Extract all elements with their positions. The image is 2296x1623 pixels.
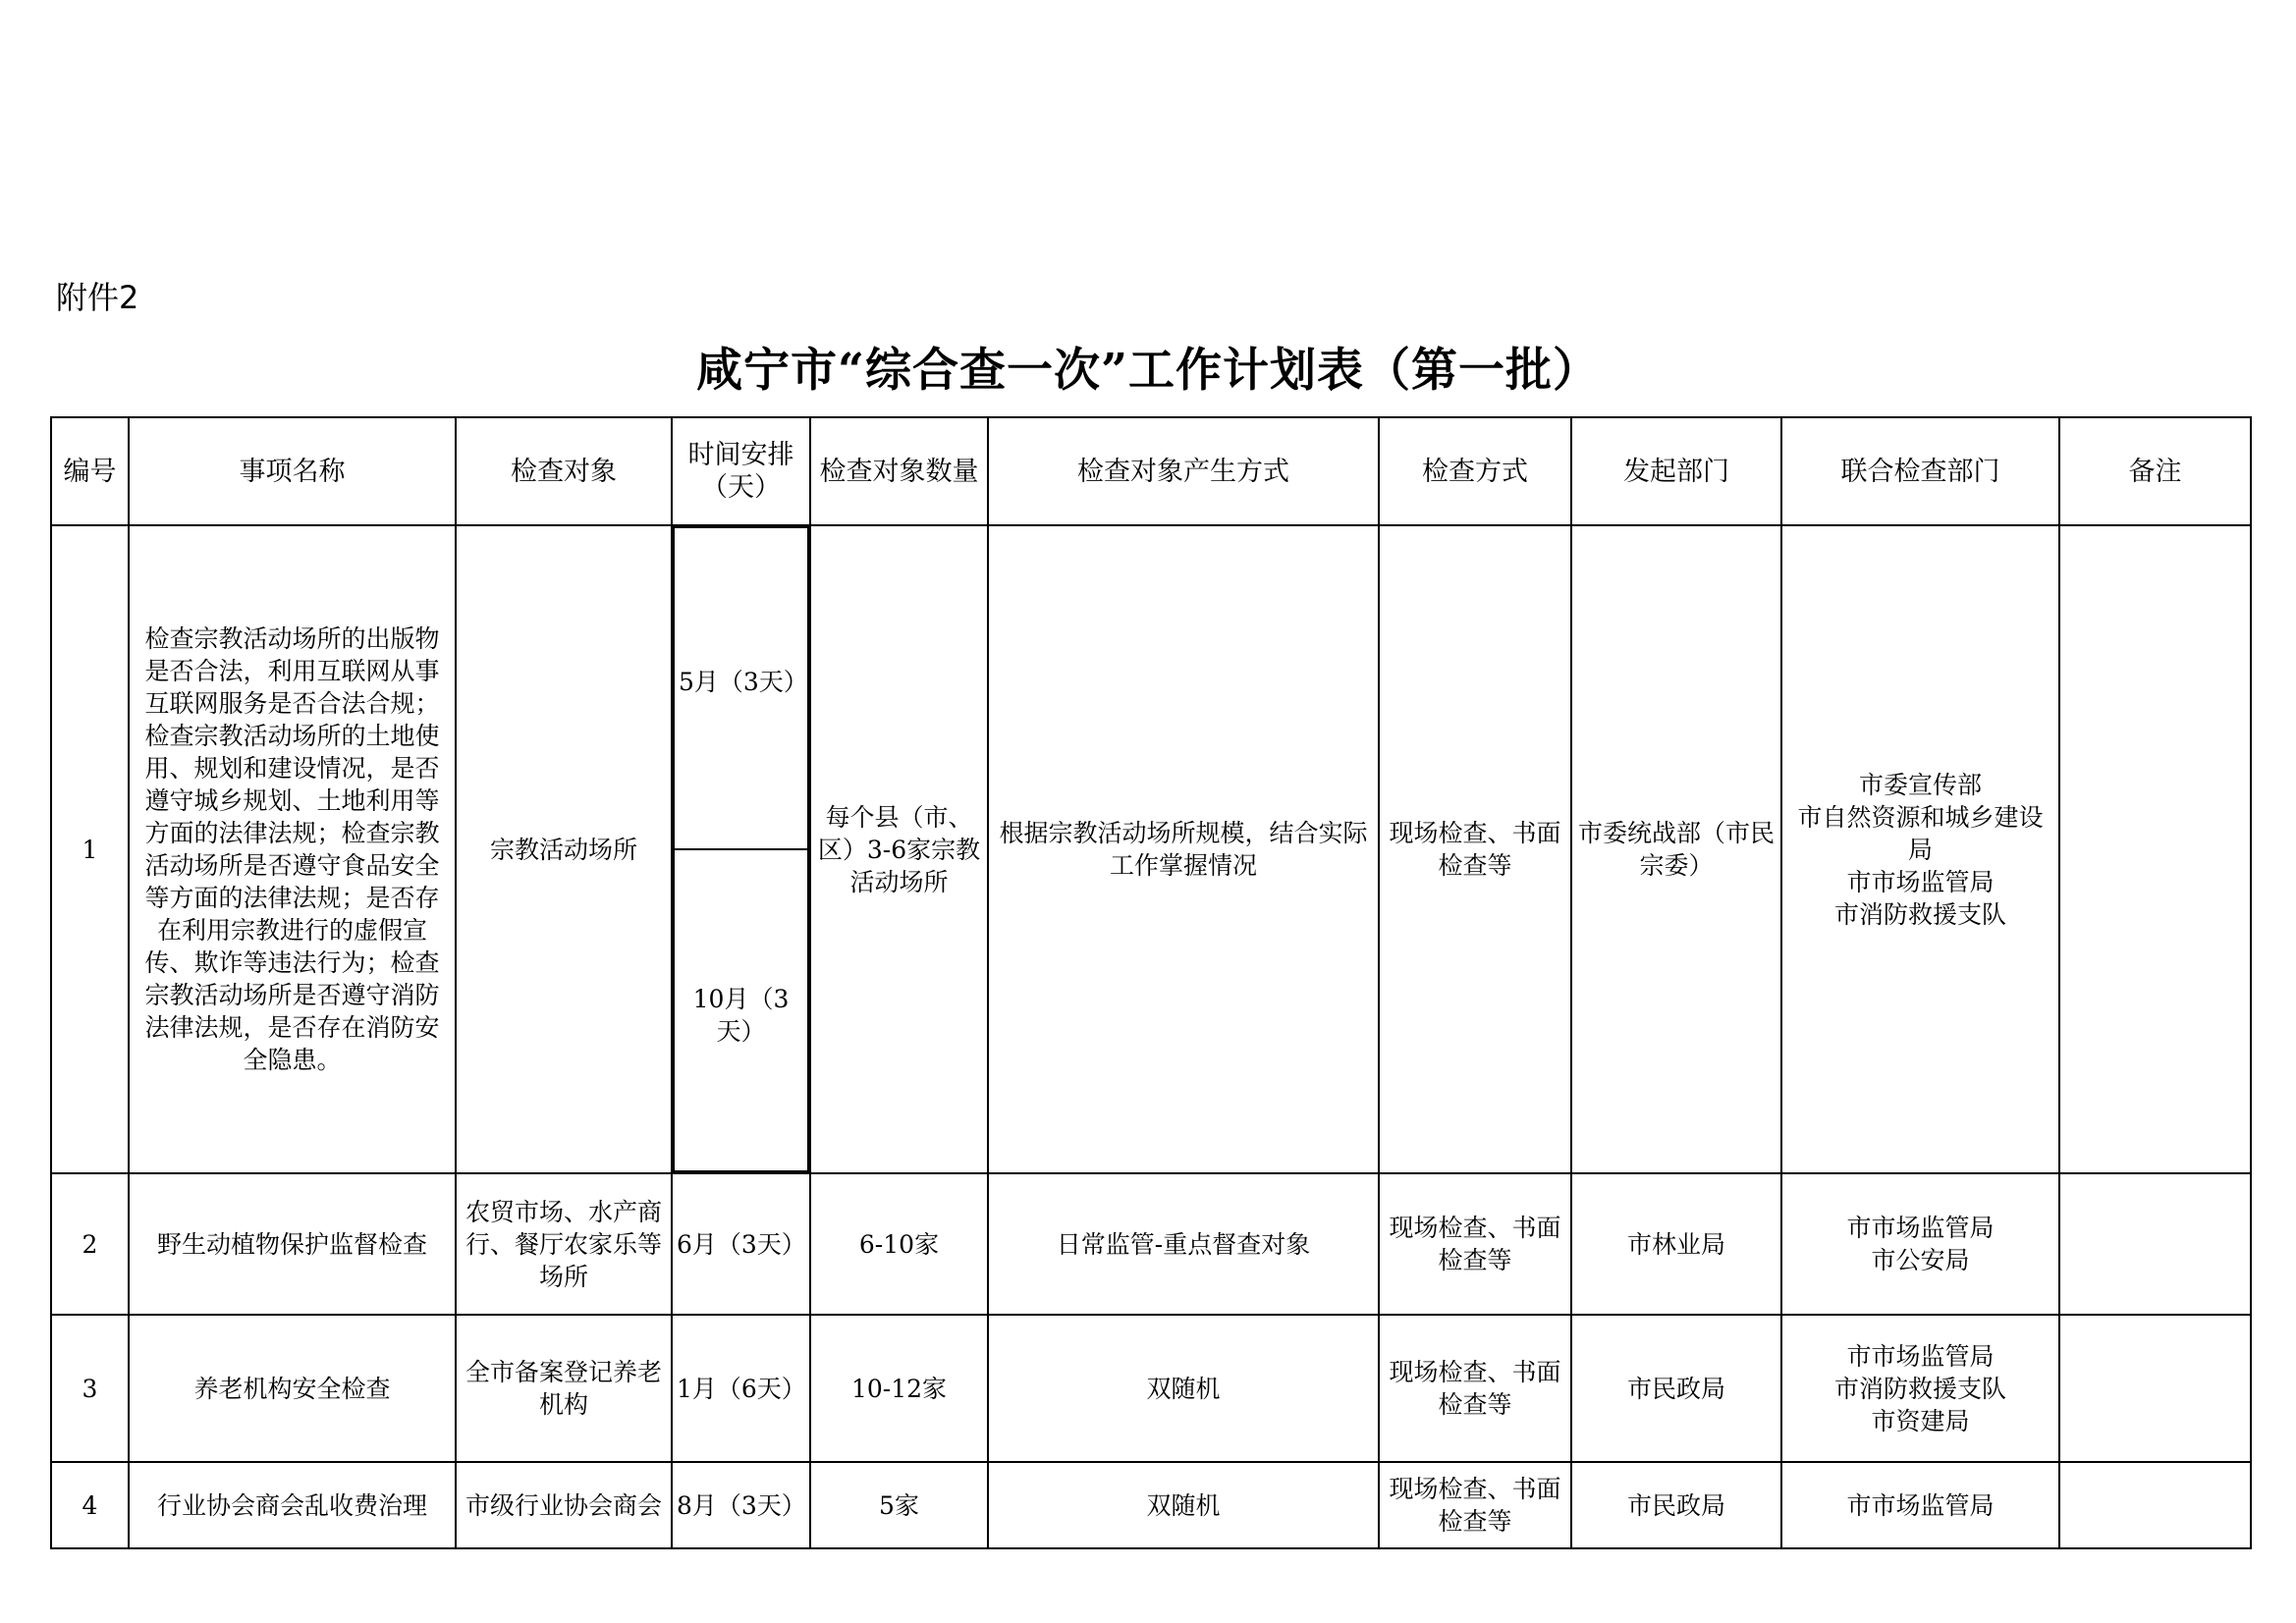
joint-dept: 市市场监管局	[1846, 867, 1995, 896]
row-remark	[2059, 1315, 2251, 1462]
row-no: 3	[51, 1315, 129, 1462]
row-count: 10-12家	[810, 1315, 988, 1462]
row-source: 日常监管-重点督查对象	[988, 1173, 1379, 1315]
row-initiator: 市林业局	[1571, 1173, 1781, 1315]
page-title: 咸宁市“综合查一次”工作计划表（第一批）	[695, 344, 1601, 398]
joint-dept: 市市场监管局	[1846, 1490, 1995, 1520]
row-time: 1月（6天）	[672, 1315, 810, 1462]
header-no: 编号	[51, 417, 129, 525]
table-row	[51, 525, 2251, 1173]
row-item: 野生动植物保护监督检查	[129, 1173, 456, 1315]
row-remark	[2059, 1173, 2251, 1315]
joint-dept: 市消防救援支队	[1833, 1374, 2006, 1403]
joint-dept: 市资建局	[1871, 1406, 1970, 1435]
row-joint	[1781, 1315, 2059, 1462]
table-row	[51, 1462, 2251, 1548]
row-no: 2	[51, 1173, 129, 1315]
joint-dept: 市市场监管局	[1846, 1341, 1995, 1371]
row-item: 养老机构安全检查	[129, 1315, 456, 1462]
header-joint: 联合检查部门	[1781, 417, 2059, 525]
header-remark: 备注	[2059, 417, 2251, 525]
row-method: 现场检查、书面检查等	[1379, 525, 1571, 1173]
row-initiator: 市委统战部（市民宗委）	[1571, 525, 1781, 1173]
header-row	[51, 417, 2251, 525]
row-item: 检查宗教活动场所的出版物是否合法，利用互联网从事互联网服务是否合法合规；检查宗教活动场所的土地使用、规划和建设情况，是否遵守城乡规划、土地利用等方面的法律法规；检查宗教活动场所是否遵守食品安全等方面的法律法规；是否存在利用宗教进行的虚假宣传、欺诈等违法行为；检查宗教活动场所是否遵守消防法律法规，是否存在消防安全隐患。	[129, 525, 456, 1173]
row-time-1: 5月（3天）	[674, 527, 808, 849]
row-target: 农贸市场、水产商行、餐厅农家乐等场所	[456, 1173, 672, 1315]
row-count: 每个县（市、区）3-6家宗教活动场所	[810, 525, 988, 1173]
row-no: 1	[51, 525, 129, 1173]
row-initiator: 市民政局	[1571, 1462, 1781, 1548]
row-joint	[1781, 1462, 2059, 1548]
row-method: 现场检查、书面检查等	[1379, 1462, 1571, 1548]
header-time: 时间安排（天）	[672, 417, 810, 525]
row-joint	[1781, 525, 2059, 1173]
joint-dept: 市委宣传部	[1858, 770, 1982, 799]
row-time-split	[672, 525, 810, 1173]
attachment-label: 附件2	[56, 279, 139, 316]
row-target: 全市备案登记养老机构	[456, 1315, 672, 1462]
header-count: 检查对象数量	[810, 417, 988, 525]
row-remark	[2059, 525, 2251, 1173]
joint-dept: 市自然资源和城乡建设局	[1797, 802, 2044, 864]
row-remark	[2059, 1462, 2251, 1548]
table-row	[51, 1315, 2251, 1462]
header-source: 检查对象产生方式	[988, 417, 1379, 525]
row-method: 现场检查、书面检查等	[1379, 1315, 1571, 1462]
row-count: 5家	[810, 1462, 988, 1548]
row-time: 8月（3天）	[672, 1462, 810, 1548]
joint-dept: 市市场监管局	[1846, 1214, 1995, 1242]
row-source: 双随机	[988, 1315, 1379, 1462]
plan-table	[50, 416, 2252, 1549]
row-method: 现场检查、书面检查等	[1379, 1173, 1571, 1315]
row-count: 6-10家	[810, 1173, 988, 1315]
row-source: 双随机	[988, 1462, 1379, 1548]
row-time-2: 10月（3天）	[674, 849, 808, 1171]
row-initiator: 市民政局	[1571, 1315, 1781, 1462]
header-method: 检查方式	[1379, 417, 1571, 525]
table-row	[51, 1173, 2251, 1315]
row-time: 6月（3天）	[672, 1173, 810, 1315]
row-target: 市级行业协会商会	[456, 1462, 672, 1548]
row-joint	[1781, 1173, 2059, 1315]
row-source: 根据宗教活动场所规模，结合实际工作掌握情况	[988, 525, 1379, 1173]
joint-dept: 市消防救援支队	[1833, 899, 2006, 929]
row-no: 4	[51, 1462, 129, 1548]
row-target: 宗教活动场所	[456, 525, 672, 1173]
joint-dept: 市公安局	[1871, 1246, 1970, 1274]
header-item: 事项名称	[129, 417, 456, 525]
row-item: 行业协会商会乱收费治理	[129, 1462, 456, 1548]
header-initiator: 发起部门	[1571, 417, 1781, 525]
header-target: 检查对象	[456, 417, 672, 525]
